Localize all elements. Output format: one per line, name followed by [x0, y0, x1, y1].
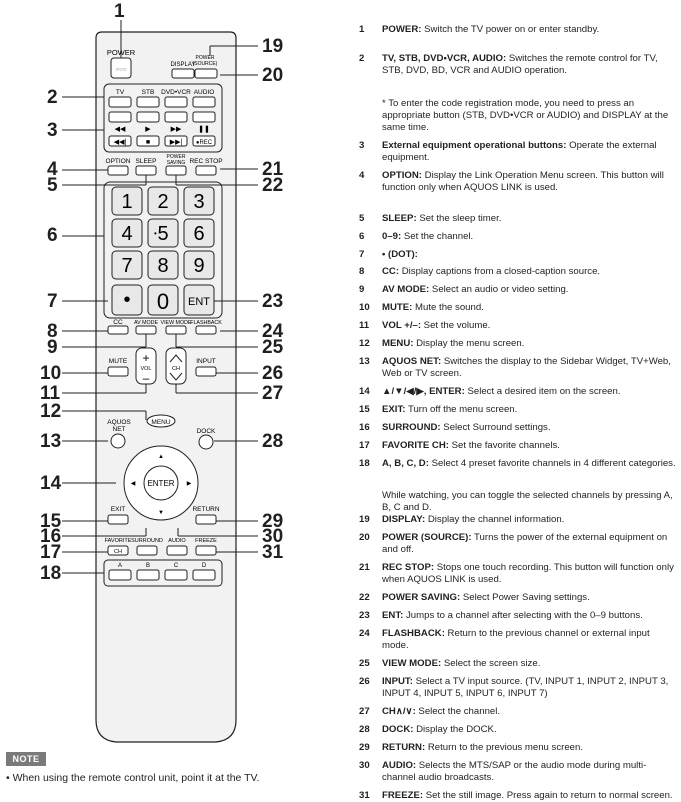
down-arrow-icon: ▼	[158, 510, 164, 516]
description-body: VIEW MODE: Select the screen size.	[382, 658, 541, 669]
rewind-icon: ◀◀	[114, 126, 126, 133]
input-label: INPUT	[196, 358, 216, 365]
description-number: 10	[359, 302, 370, 313]
description-number: 8	[359, 266, 365, 277]
a-label: A	[117, 563, 123, 569]
return-button[interactable]	[196, 515, 216, 524]
description-label: 0–9:	[382, 231, 402, 242]
description-label: VIEW MODE:	[382, 658, 442, 669]
callout-4: 4	[47, 159, 58, 180]
description-body: POWER: Switch the TV power on or enter standby.	[382, 24, 600, 35]
left-arrow-icon: ◀	[130, 481, 136, 487]
favorite-label: FAVORITE	[104, 538, 132, 544]
description-number: 25	[359, 658, 370, 669]
description-label: CH∧/∨:	[382, 706, 416, 717]
callout-23: 23	[262, 291, 284, 312]
description-number: 20	[359, 532, 370, 543]
dot-label: •	[123, 289, 131, 311]
description-number: 4	[359, 170, 365, 181]
description-label: AQUOS NET:	[382, 356, 442, 367]
description-label: ENT:	[382, 610, 404, 621]
power-saving-label-2: SAVING	[166, 160, 186, 166]
menu-label: MENU	[151, 419, 171, 426]
d-label: D	[201, 563, 207, 569]
digit-8-label: 8	[157, 255, 169, 277]
description-number: 15	[359, 404, 370, 415]
description-body: External equipment operational buttons: Operate the external equipment.	[382, 140, 657, 164]
description-body: AV MODE: Select an audio or video setting.	[382, 284, 569, 295]
description-body: DOCK: Display the DOCK.	[382, 724, 497, 735]
description-label: POWER (SOURCE):	[382, 532, 472, 543]
description-number: 14	[359, 386, 370, 397]
description-body: CC: Display captions from a closed-caption source.	[382, 266, 601, 277]
description-label: OPTION:	[382, 170, 422, 181]
description-subnote: * To enter the code registration mode, you need to press an appropriate button (STB, DVD•VCR or AUDIO) and DISPLAY at the same time.	[382, 98, 669, 134]
description-number: 5	[359, 213, 365, 224]
pause-icon: ❚❚	[198, 126, 210, 133]
callout-28: 28	[262, 431, 284, 452]
description-body: AQUOS NET: Switches the display to the Sidebar Widget, TV+Web, Web or TV screen.	[382, 356, 671, 380]
description-body: FLASHBACK: Return to the previous channel or external input mode.	[382, 628, 650, 652]
description-body: EXIT: Turn off the menu screen.	[382, 404, 518, 415]
aquos-label-2: NET	[112, 426, 126, 433]
digit-1-label: 1	[121, 191, 133, 213]
description-label: MUTE:	[382, 302, 413, 313]
display-button[interactable]	[172, 69, 194, 78]
audio-label: AUDIO	[193, 89, 215, 96]
description-label: FAVORITE CH:	[382, 440, 449, 451]
description-number: 24	[359, 628, 370, 639]
callout-5: 5	[47, 175, 58, 196]
digit-6-label: 6	[193, 223, 205, 245]
audio2-button[interactable]	[167, 546, 187, 555]
flashback-button[interactable]	[196, 326, 216, 334]
description-number: 16	[359, 422, 370, 433]
audio2-label: AUDIO	[168, 538, 186, 544]
description-label: INPUT:	[382, 676, 413, 687]
right-arrow-icon: ▶	[186, 481, 192, 487]
description-label: External equipment operational buttons:	[382, 140, 567, 151]
description-label: A, B, C, D:	[382, 458, 429, 469]
description-number: 26	[359, 676, 370, 687]
description-number: 9	[359, 284, 365, 295]
callout-13: 13	[40, 431, 62, 452]
callout-6: 6	[47, 225, 58, 246]
description-number: 31	[359, 790, 370, 801]
digit-3-label: 3	[193, 191, 205, 213]
description-number: 27	[359, 706, 370, 717]
audio-button[interactable]	[193, 97, 215, 107]
ent-label: ENT	[188, 296, 210, 308]
forward-button[interactable]	[165, 112, 187, 122]
description-label: FREEZE:	[382, 790, 424, 801]
digit-2-label: 2	[157, 191, 169, 213]
power-label: POWER	[106, 48, 136, 57]
description-number: 3	[359, 140, 365, 151]
callout-17: 17	[40, 542, 62, 563]
option-button[interactable]	[108, 166, 128, 175]
vol-minus-label: –	[142, 371, 150, 385]
description-body: MUTE: Mute the sound.	[382, 302, 484, 313]
freeze-button[interactable]	[196, 546, 216, 555]
aquos-label-1: AQUOS	[107, 419, 131, 426]
description-body: FREEZE: Set the still image. Press again to return to normal screen.	[382, 790, 673, 801]
skip-back-icon-glyph: ◀◀|	[113, 139, 127, 146]
description-body: VOL +/–: Set the volume.	[382, 320, 491, 331]
description-label: • (DOT):	[382, 249, 418, 260]
description-body: 0–9: Set the channel.	[382, 231, 474, 242]
callout-22: 22	[262, 175, 284, 196]
freeze-label: FREEZE	[195, 538, 217, 544]
description-label: MENU:	[382, 338, 414, 349]
power-saving-button[interactable]	[166, 166, 186, 175]
cc-button[interactable]	[108, 326, 128, 334]
description-body: OPTION: Display the Link Operation Menu screen. This button will function only when AQUOS LINK is used.	[382, 170, 664, 194]
description-label: RETURN:	[382, 742, 426, 753]
callout-10: 10	[40, 363, 62, 384]
skip-forward-icon: ▶▶|	[169, 139, 183, 146]
callout-11: 11	[40, 383, 61, 404]
description-number: 17	[359, 440, 370, 451]
description-body: REC STOP: Stops one touch recording. This button will function only when AQUOS LINK is used.	[382, 562, 674, 586]
exit-label: EXIT	[110, 506, 126, 513]
callout-27: 27	[262, 383, 284, 404]
description-number: 7	[359, 249, 365, 260]
exit-button[interactable]	[108, 515, 128, 524]
description-body	[382, 249, 676, 261]
description-number: 19	[359, 514, 370, 525]
cc-label: CC	[113, 319, 123, 326]
description-label: POWER:	[382, 24, 422, 35]
description-label: AV MODE:	[382, 284, 430, 295]
dock-label: DOCK	[196, 428, 216, 435]
description-body: SURROUND: Select Surround settings.	[382, 422, 551, 433]
vol-label: VOL	[140, 366, 152, 372]
mute-label: MUTE	[108, 358, 128, 365]
callout-20: 20	[262, 65, 284, 86]
stop-icon: ■	[145, 139, 151, 146]
description-number: 21	[359, 562, 370, 573]
av-mode-label: AV MODE	[133, 320, 159, 326]
sleep-label: SLEEP	[135, 158, 157, 165]
callout-25: 25	[262, 337, 284, 358]
digit-7-label: 7	[121, 255, 133, 277]
description-body: DISPLAY: Display the channel information.	[382, 514, 565, 525]
callout-24: 24	[262, 321, 284, 342]
flashback-label: FLASHBACK	[190, 320, 222, 326]
power-source-label-2: (SOURCE)	[192, 61, 218, 67]
description-subnote: While watching, you can toggle the selected channels by pressing A, B, C and D.	[382, 490, 673, 514]
callout-19: 19	[262, 36, 284, 57]
callout-8: 8	[47, 321, 58, 342]
description-body: ENT: Jumps to a channel after selecting with the 0–9 buttons.	[382, 610, 643, 621]
forward-icon: ▶▶	[170, 126, 182, 133]
description-body: RETURN: Return to the previous menu screen.	[382, 742, 584, 753]
description-body: ▲/▼/◀/▶, ENTER: Select a desired item on the screen.	[382, 386, 621, 397]
description-label: POWER SAVING:	[382, 592, 461, 603]
power-source-button[interactable]	[195, 69, 217, 78]
callout-31: 31	[262, 542, 284, 563]
enter-label: ENTER	[147, 479, 175, 488]
description-label: DISPLAY:	[382, 514, 426, 525]
description-label: DOCK:	[382, 724, 414, 735]
b-label: B	[145, 563, 151, 569]
aquos-net-button[interactable]	[111, 434, 125, 448]
description-body: FAVORITE CH: Set the favorite channels.	[382, 440, 560, 451]
description-body: POWER SAVING: Select Power Saving settings.	[382, 592, 590, 603]
power-saving-label-1: POWER	[166, 154, 186, 160]
rewind-button[interactable]	[109, 112, 131, 122]
rec-stop-label: REC STOP	[189, 158, 223, 165]
description-number: 6	[359, 231, 365, 242]
callout-14: 14	[40, 473, 62, 494]
return-label: RETURN	[192, 506, 220, 513]
callout-29: 29	[262, 511, 284, 532]
callout-26: 26	[262, 363, 284, 384]
play-button[interactable]	[137, 112, 159, 122]
a-button[interactable]	[109, 570, 131, 580]
note-badge: NOTE	[6, 752, 46, 766]
description-label: SURROUND:	[382, 422, 441, 433]
digit-5-dot: •	[154, 229, 157, 238]
description-label: VOL +/–:	[382, 320, 422, 331]
ch-label: CH	[172, 366, 180, 372]
dock-button[interactable]	[199, 435, 213, 449]
c-button[interactable]	[165, 570, 187, 580]
callout-3: 3	[47, 120, 58, 141]
callout-9: 9	[47, 337, 58, 358]
description-number: 18	[359, 458, 370, 469]
description-number: 28	[359, 724, 370, 735]
dvdvcr-button[interactable]	[165, 97, 187, 107]
description-label: CC:	[382, 266, 400, 277]
tv-label: TV	[115, 89, 125, 96]
description-label: AUDIO:	[382, 760, 417, 771]
surround-label: SURROUND	[131, 538, 163, 544]
rec-stop-button[interactable]	[196, 166, 216, 175]
description-number: 22	[359, 592, 370, 603]
callout-15: 15	[40, 511, 62, 532]
description-label: TV, STB, DVD•VCR, AUDIO:	[382, 53, 507, 64]
description-body: MENU: Display the menu screen.	[382, 338, 525, 349]
av-mode-button[interactable]	[136, 326, 156, 334]
description-label: ▲/▼/◀/▶, ENTER:	[382, 386, 465, 397]
d-button[interactable]	[193, 570, 215, 580]
vol-plus-label: +	[142, 351, 150, 365]
stb-button[interactable]	[137, 97, 159, 107]
zero-label: 0	[156, 289, 170, 314]
note-text: • When using the remote control unit, point it at the TV.	[6, 772, 260, 784]
power-source-label-1: POWER	[195, 55, 215, 61]
description-label: FLASHBACK:	[382, 628, 445, 639]
play-icon: ▶	[145, 126, 151, 133]
callout-16: 16	[40, 526, 62, 547]
digit-keys	[112, 187, 214, 279]
description-body: POWER (SOURCE): Turns the power of the external equipment on and off.	[382, 532, 668, 556]
description-label: EXIT:	[382, 404, 406, 415]
description-number: 30	[359, 760, 370, 771]
callout-2: 2	[47, 87, 58, 108]
surround-button[interactable]	[137, 546, 157, 555]
view-mode-button[interactable]	[166, 326, 186, 334]
description-number: 29	[359, 742, 370, 753]
description-number: 11	[359, 320, 370, 331]
description-number: 23	[359, 610, 370, 621]
callout-21: 21	[262, 159, 284, 180]
callout-30: 30	[262, 526, 284, 547]
description-body: CH∧/∨: Select the channel.	[382, 706, 501, 717]
description-number: 12	[359, 338, 370, 349]
view-mode-label: VIEW MODE	[160, 320, 192, 326]
description-number: 13	[359, 356, 370, 367]
digit-9-label: 9	[193, 255, 205, 277]
description-body: SLEEP: Set the sleep timer.	[382, 213, 502, 224]
up-arrow-icon: ▲	[158, 454, 164, 460]
favorite-ch-small-label: CH	[114, 549, 122, 555]
option-label: OPTION	[105, 158, 131, 165]
tv-button[interactable]	[109, 97, 131, 107]
description-body: TV, STB, DVD•VCR, AUDIO: Switches the remote control for TV, STB, DVD, BD, VCR and AUDIO operation.	[382, 53, 658, 77]
c-label: C	[173, 563, 179, 569]
svg-text:○○○: ○○○	[115, 67, 127, 73]
mute-button[interactable]	[108, 367, 128, 376]
callout-12: 12	[40, 401, 62, 422]
display-label: DISPLAY	[170, 62, 196, 68]
pause-button[interactable]	[193, 112, 215, 122]
stb-label: STB	[141, 89, 155, 96]
b-button[interactable]	[137, 570, 159, 580]
description-label: SLEEP:	[382, 213, 417, 224]
description-body: INPUT: Select a TV input source. (TV, INPUT 1, INPUT 2, INPUT 3, INPUT 4, INPUT 5, INPUT 6, INPUT 7)	[382, 676, 669, 700]
description-body: A, B, C, D: Select 4 preset favorite channels in 4 different categories.	[382, 458, 676, 469]
sleep-button[interactable]	[136, 166, 156, 175]
input-button[interactable]	[196, 367, 216, 376]
dvdvcr-label: DVD•VCR	[161, 89, 191, 96]
digit-4-label: 4	[121, 223, 133, 245]
callout-1: 1	[114, 1, 125, 22]
callout-18: 18	[40, 563, 62, 584]
digit-5-label: 5	[157, 223, 169, 245]
rec-label: ●REC	[195, 140, 213, 146]
callout-7: 7	[47, 291, 58, 312]
description-number: 1	[359, 24, 365, 35]
description-body: AUDIO: Selects the MTS/SAP or the audio mode during multi-channel audio broadcasts.	[382, 760, 647, 784]
description-label: REC STOP:	[382, 562, 435, 573]
description-number: 2	[359, 53, 365, 64]
